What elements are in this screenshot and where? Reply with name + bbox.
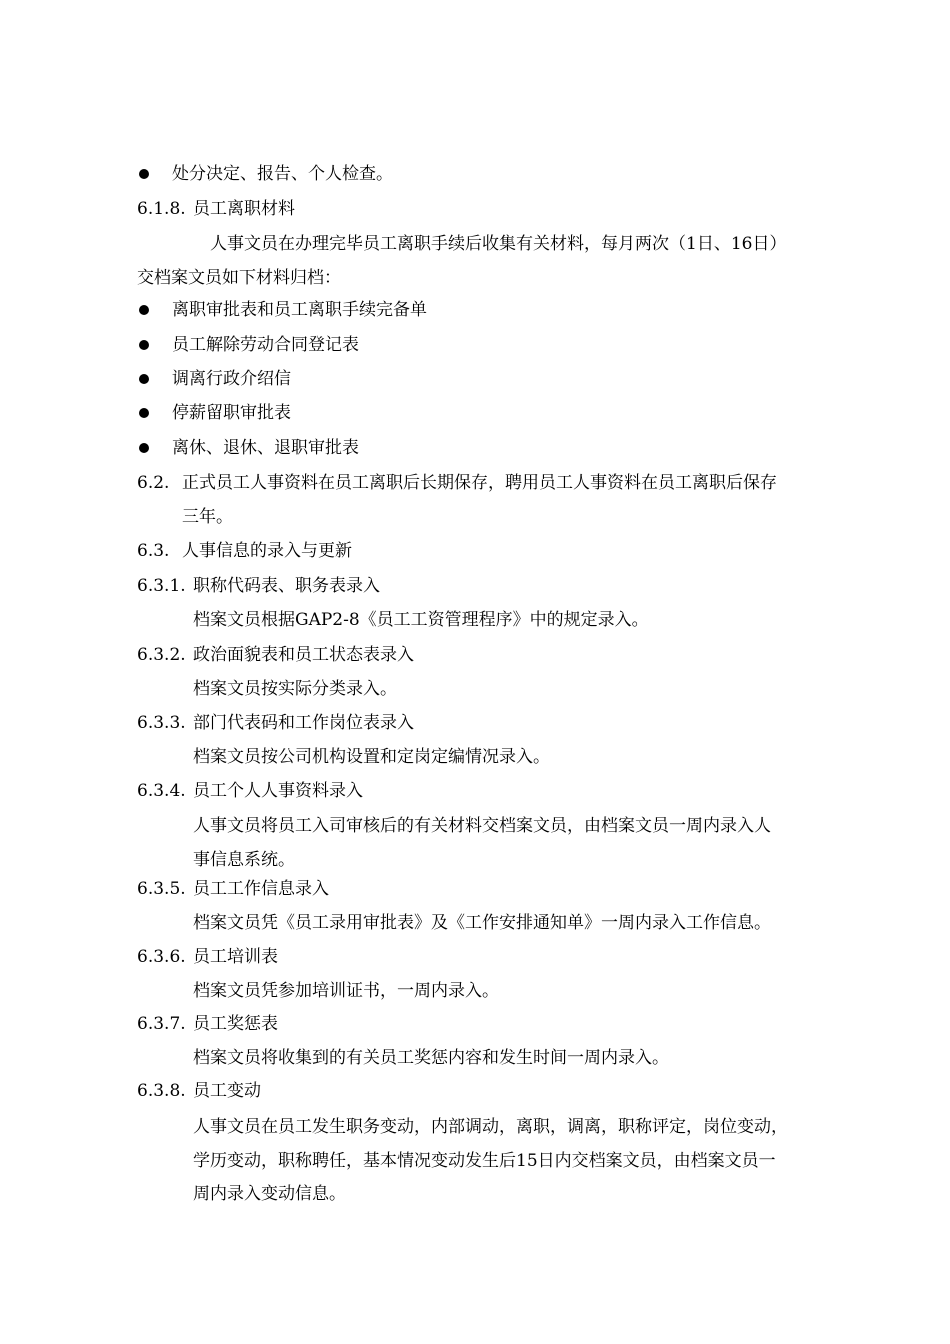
paragraph-line: 档案文员凭《员工录用审批表》及《工作安排通知单》一周内录入工作信息。 bbox=[193, 913, 771, 933]
bullet-dot bbox=[139, 443, 149, 453]
paragraph-line: 事信息系统。 bbox=[193, 850, 295, 870]
paragraph-line: 档案文员凭参加培训证书，一周内录入。 bbox=[193, 981, 499, 1001]
bullet-item: 处分决定、报告、个人检查。 bbox=[172, 164, 393, 184]
paragraph-line: 周内录入变动信息。 bbox=[193, 1184, 346, 1204]
subsection-title: 员工变动 bbox=[193, 1081, 261, 1101]
paragraph-line: 档案文员按实际分类录入。 bbox=[193, 679, 397, 699]
subsection-number: 6.3.2. bbox=[137, 645, 186, 665]
bullet-dot bbox=[139, 374, 149, 384]
subsection-title: 员工个人人事资料录入 bbox=[193, 781, 363, 801]
section-title: 人事信息的录入与更新 bbox=[182, 541, 352, 561]
paragraph-line: 正式员工人事资料在员工离职后长期保存，聘用员工人事资料在员工离职后保存 bbox=[182, 473, 777, 493]
paragraph-line: 交档案文员如下材料归档： bbox=[137, 268, 341, 288]
paragraph-line: 档案文员将收集到的有关员工奖惩内容和发生时间一周内录入。 bbox=[193, 1048, 669, 1068]
subsection-number: 6.3.6. bbox=[137, 947, 186, 967]
subsection-number: 6.3.5. bbox=[137, 879, 186, 899]
section-number: 6.1.8. bbox=[137, 199, 186, 219]
subsection-title: 员工培训表 bbox=[193, 947, 278, 967]
subsection-number: 6.3.4. bbox=[137, 781, 186, 801]
paragraph-line: 学历变动，职称聘任，基本情况变动发生后15日内交档案文员，由档案文员一 bbox=[193, 1151, 776, 1171]
section-title: 员工离职材料 bbox=[193, 199, 295, 219]
subsection-title: 员工奖惩表 bbox=[193, 1014, 278, 1034]
bullet-item: 调离行政介绍信 bbox=[172, 369, 291, 389]
bullet-item: 员工解除劳动合同登记表 bbox=[172, 335, 359, 355]
paragraph-line: 人事文员在员工发生职务变动，内部调动，离职，调离，职称评定，岗位变动， bbox=[193, 1117, 788, 1137]
bullet-item: 离职审批表和员工离职手续完备单 bbox=[172, 300, 427, 320]
subsection-number: 6.3.8. bbox=[137, 1081, 186, 1101]
bullet-dot bbox=[139, 340, 149, 350]
subsection-title: 员工工作信息录入 bbox=[193, 879, 329, 899]
section-number: 6.3. bbox=[137, 541, 170, 561]
subsection-title: 政治面貌表和员工状态表录入 bbox=[193, 645, 414, 665]
subsection-number: 6.3.7. bbox=[137, 1014, 186, 1034]
subsection-number: 6.3.1. bbox=[137, 576, 186, 596]
paragraph-line: 档案文员按公司机构设置和定岗定编情况录入。 bbox=[193, 747, 550, 767]
bullet-item: 停薪留职审批表 bbox=[172, 403, 291, 423]
bullet-dot bbox=[139, 169, 149, 179]
section-number: 6.2. bbox=[137, 473, 170, 493]
bullet-dot bbox=[139, 408, 149, 418]
paragraph-line: 三年。 bbox=[182, 507, 233, 527]
paragraph-line: 人事文员在办理完毕员工离职手续后收集有关材料，每月两次（1日、16日） bbox=[210, 234, 787, 254]
subsection-number: 6.3.3. bbox=[137, 713, 186, 733]
bullet-item: 离休、退休、退职审批表 bbox=[172, 438, 359, 458]
subsection-title: 部门代表码和工作岗位表录入 bbox=[193, 713, 414, 733]
paragraph-line: 档案文员根据GAP2-8《员工工资管理程序》中的规定录入。 bbox=[193, 610, 649, 630]
bullet-dot bbox=[139, 305, 149, 315]
paragraph-line: 人事文员将员工入司审核后的有关材料交档案文员，由档案文员一周内录入人 bbox=[193, 816, 771, 836]
subsection-title: 职称代码表、职务表录入 bbox=[193, 576, 380, 596]
